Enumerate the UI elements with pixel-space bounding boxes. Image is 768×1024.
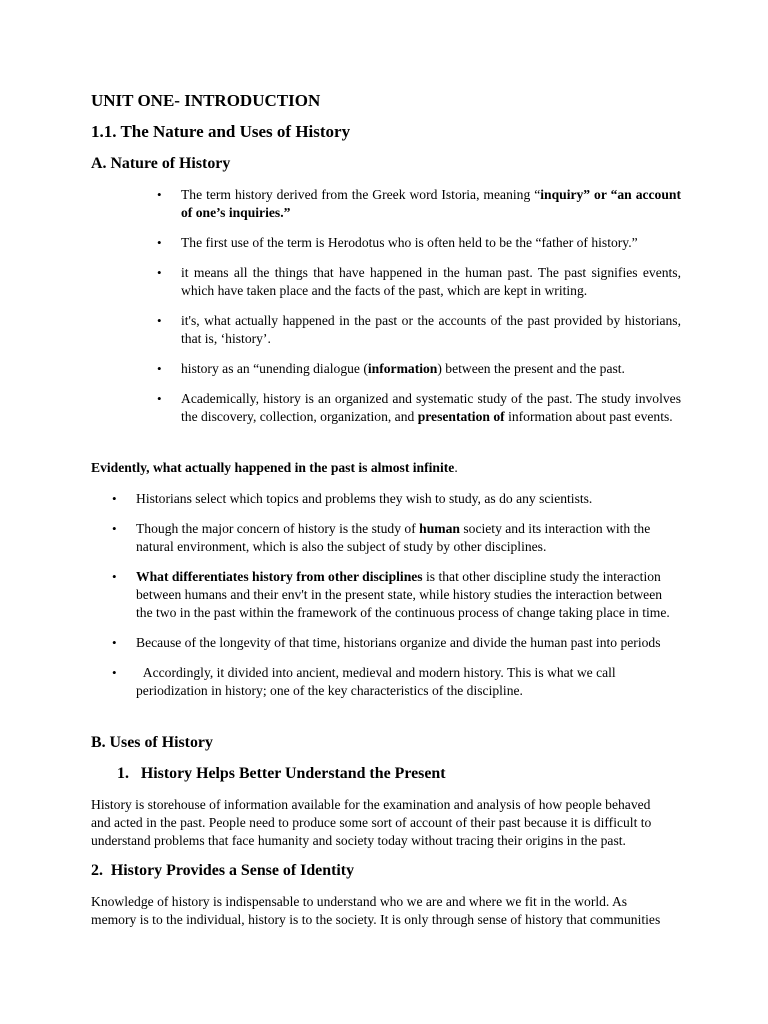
use1-paragraph: History is storehouse of information available for the examination and analysis of how people behaved and acted in the past. People need to produce some sort of account of their past because it is difficult to understand problems that face humanity and society today without tracing their origins in the past.	[91, 797, 652, 848]
list-item: • Though the major concern of history is the study of human society and its interaction with the natural environment, which is also the subject of study by other disciplines.	[112, 521, 651, 554]
bullet: •	[157, 187, 162, 202]
bullet: •	[157, 235, 162, 250]
uses-heading: B. Uses of History	[91, 734, 213, 751]
list-item: • history as an “unending dialogue (information) between the present and the past.	[157, 361, 625, 376]
bullet: •	[157, 265, 162, 280]
bullet: •	[112, 569, 117, 584]
list-item: • Because of the longevity of that time, historians organize and divide the human past into periods	[112, 635, 661, 650]
list-item: • it's, what actually happened in the past or the accounts of the past provided by historians, that is, ‘history’.	[157, 313, 681, 346]
unit-title: UNIT ONE- INTRODUCTION	[91, 91, 321, 110]
use2-heading: 2. History Provides a Sense of Identity	[91, 862, 355, 879]
list-item: • Accordingly, it divided into ancient, medieval and modern history. This is what we call periodization in history; one of the key characteristics of the discipline.	[112, 665, 620, 698]
use2-paragraph: Knowledge of history is indispensable to understand who we are and where we fit in the world. As memory is to the individual, history is to the society. It is only through sense of history that communities	[91, 894, 661, 927]
nature-heading: A. Nature of History	[91, 155, 231, 172]
list-item: • it means all the things that have happened in the human past. The past signifies events, which have taken place and the facts of the past, which are kept in writing.	[157, 265, 681, 298]
bullet: •	[112, 635, 117, 650]
nature-bullet-list	[91, 186, 681, 438]
list-item: • The first use of the term is Herodotus who is often held to be the “father of history.”	[157, 235, 638, 250]
bullet: •	[157, 361, 162, 376]
list-item: • Academically, history is an organized and systematic study of the past. The study involves the discovery, collection, organization, and presentation of information about past events.	[157, 391, 681, 424]
section-title: 1.1. The Nature and Uses of History	[91, 122, 351, 141]
history-bullet-list	[91, 490, 681, 712]
list-item: • The term history derived from the Greek word Istoria, meaning “inquiry” or “an account of one’s inquiries.”	[157, 187, 681, 220]
list-item: • What differentiates history from other disciplines is that other discipline study the interaction between humans and their env't in the present state, while history studies the interaction between the two in the past within the framework of the continuous process of change taking place in time.	[112, 569, 670, 620]
bullet: •	[157, 313, 162, 328]
list-item: • Historians select which topics and problems they wish to study, as do any scientists.	[112, 491, 593, 506]
bullet: •	[112, 491, 117, 506]
evident-line: Evidently, what actually happened in the past is almost infinite.	[91, 460, 458, 475]
bullet: •	[112, 665, 117, 680]
use1-heading: 1. History Helps Better Understand the Present	[117, 765, 446, 782]
bullet: •	[112, 521, 117, 536]
bullet: •	[157, 391, 162, 406]
